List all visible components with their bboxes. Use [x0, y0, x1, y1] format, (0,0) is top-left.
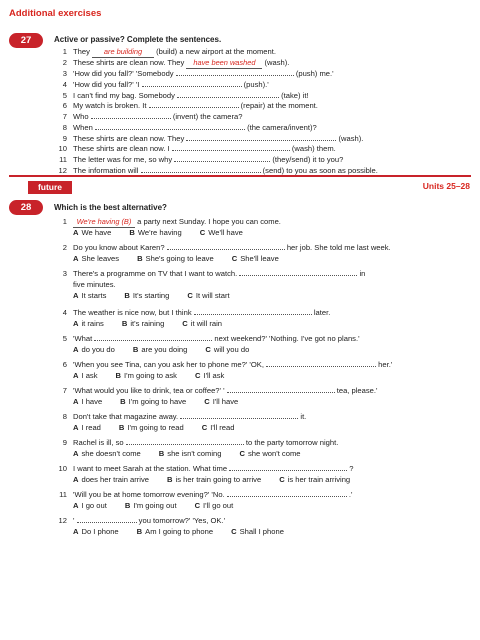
answer-options	[54, 318, 474, 329]
stem-text-before: There's a programme on TV that I want to watch.	[73, 269, 240, 278]
option-letter: A	[73, 501, 79, 510]
item-text-after: (push).'	[241, 80, 269, 90]
item-text-before: 'How did you fall?' 'I	[73, 80, 142, 90]
answer-blank[interactable]	[142, 79, 242, 87]
answer-option[interactable]	[73, 291, 106, 300]
option-text: I go out	[81, 501, 107, 510]
stem-text-before: The weather is nice now, but I think	[73, 308, 194, 317]
option-letter: C	[199, 228, 206, 237]
item-number: 7	[62, 112, 67, 122]
option-letter: B	[158, 449, 165, 458]
option-text: are you doing	[141, 345, 188, 354]
stem-text-after: later.	[311, 308, 331, 317]
option-text: She leaves	[81, 254, 120, 263]
answer-blank[interactable]	[227, 489, 347, 497]
option-text: she won't come	[247, 449, 301, 458]
answer-blank[interactable]	[149, 100, 239, 108]
item-number: 11	[59, 154, 67, 164]
exercise-28-item	[54, 463, 474, 485]
answer-option[interactable]	[73, 449, 141, 458]
option-text: I ask	[81, 371, 98, 380]
item-text-before: 'How did you fall?' 'Somebody	[73, 69, 176, 79]
item-number: 10	[58, 144, 67, 154]
exercise-27-item	[54, 111, 474, 122]
answer-options	[54, 396, 474, 407]
answer-blank[interactable]	[239, 268, 357, 276]
answer-option[interactable]	[73, 228, 111, 237]
item-number: 12	[58, 516, 67, 525]
question-stem	[54, 268, 474, 279]
answer-options	[54, 344, 474, 355]
option-letter: B	[132, 345, 139, 354]
exercise-28-instruction: Which is the best alternative?	[54, 203, 167, 212]
answer-blank[interactable]	[95, 122, 245, 130]
option-text: It's starting	[132, 291, 170, 300]
answer-option[interactable]	[159, 449, 222, 458]
answer-option[interactable]	[73, 475, 149, 484]
answer-option[interactable]	[231, 527, 284, 536]
answer-option[interactable]	[120, 397, 186, 406]
answer-blank[interactable]	[77, 515, 137, 523]
option-letter: B	[129, 228, 135, 237]
item-number: 2	[62, 243, 67, 252]
option-text: I'm going to read	[127, 423, 184, 432]
item-number: 12	[58, 165, 67, 175]
option-letter: A	[73, 527, 79, 536]
item-number: 6	[62, 360, 67, 369]
answer-blank-filled[interactable]: are building	[92, 49, 154, 58]
item-text-before: These shirts are clean now. They	[73, 57, 187, 67]
section-divider	[9, 175, 471, 177]
answer-options	[54, 370, 474, 381]
option-text: We're having	[137, 228, 182, 237]
option-text: She's going to leave	[145, 254, 214, 263]
exercise-27-list	[54, 47, 474, 175]
question-stem	[54, 359, 474, 370]
exercise-28-item	[54, 268, 474, 301]
item-number: 4	[62, 308, 67, 317]
item-text-before: The letter was for me, so why	[73, 154, 175, 164]
item-text-after: (push) me.'	[293, 69, 334, 79]
answer-option[interactable]	[239, 449, 300, 458]
answer-blank[interactable]	[91, 111, 171, 119]
exercise-28-item	[54, 333, 474, 355]
option-text: do you do	[81, 345, 115, 354]
answer-option[interactable]	[137, 254, 214, 263]
item-text-after: (wash) them.	[289, 144, 336, 154]
answer-blank[interactable]	[266, 359, 376, 367]
option-text: I'm going to ask	[124, 371, 177, 380]
item-text-before: These shirts are clean now. They	[73, 133, 187, 143]
option-text: I'll read	[210, 423, 235, 432]
option-letter: C	[194, 501, 201, 510]
option-letter: A	[73, 291, 79, 300]
answer-option[interactable]	[195, 371, 224, 380]
answer-blank[interactable]	[186, 133, 336, 141]
stem-text-before: Don't take that magazine away.	[73, 412, 181, 421]
item-number: 11	[59, 490, 67, 499]
answer-option[interactable]	[200, 228, 243, 237]
item-number: 8	[62, 122, 67, 132]
option-text: It will start	[195, 291, 230, 300]
item-text-before: Who	[73, 112, 91, 122]
answer-blank[interactable]	[180, 411, 298, 419]
answer-blank[interactable]	[229, 463, 347, 471]
exercise-27-badge: 27	[9, 33, 43, 48]
option-letter: B	[120, 397, 126, 406]
question-stem	[54, 242, 474, 253]
question-stem-continued: five minutes.	[73, 280, 116, 289]
option-letter: A	[73, 254, 79, 263]
stem-text-after: a party next Sunday. I hope you can come.	[135, 217, 281, 226]
answer-option[interactable]	[129, 228, 181, 237]
item-text-after: (send) to you as soon as possible.	[260, 165, 378, 175]
option-letter: B	[167, 475, 173, 484]
option-letter: C	[231, 527, 237, 536]
option-text: she doesn't come	[81, 449, 141, 458]
answer-option[interactable]	[124, 291, 169, 300]
option-letter: A	[73, 397, 79, 406]
option-letter: C	[187, 291, 193, 300]
exercise-27-instruction: Active or passive? Complete the sentences.	[54, 35, 222, 44]
option-text: I'm going out	[133, 501, 177, 510]
item-number: 3	[62, 269, 67, 278]
option-text: We'll have	[208, 228, 243, 237]
answer-option[interactable]	[73, 371, 98, 380]
option-text: Shall I phone	[239, 527, 284, 536]
item-text-after: (they/send) it to you?	[270, 154, 344, 164]
stem-text-before: I want to meet Sarah at the station. What time	[73, 464, 230, 473]
answer-option[interactable]	[125, 501, 177, 510]
option-letter: B	[121, 319, 128, 328]
section-tab-future: future	[28, 181, 72, 194]
exercise-27-item	[54, 154, 474, 165]
stem-text-before: 'When you see Tina, can you ask her to phone me?' 'OK,	[73, 360, 267, 369]
stem-text-after: her.'	[376, 360, 393, 369]
exercise-28-item	[54, 437, 474, 459]
exercise-28-item	[54, 242, 474, 264]
stem-text-before: 'What	[73, 334, 95, 343]
answer-option[interactable]	[73, 423, 101, 432]
option-text: she isn't coming	[167, 449, 222, 458]
option-letter: A	[73, 371, 79, 380]
exercise-28-item	[54, 515, 474, 537]
option-text: I have	[81, 397, 103, 406]
item-text-after: (invent) the camera?	[170, 112, 243, 122]
answer-option[interactable]	[122, 319, 164, 328]
item-text-after: (wash).	[262, 57, 290, 67]
exercise-28-item	[54, 489, 474, 511]
option-text: it rains	[81, 319, 104, 328]
answer-blank[interactable]	[167, 242, 285, 250]
answer-options	[54, 500, 474, 511]
item-number: 7	[62, 386, 67, 395]
units-reference: Units 25–28	[422, 181, 470, 191]
exercise-27-item	[54, 90, 474, 101]
question-stem	[54, 307, 474, 318]
option-text: it will rain	[190, 319, 223, 328]
item-text-after: (repair) at the moment.	[238, 101, 318, 111]
answer-option[interactable]	[73, 254, 119, 263]
answer-option[interactable]	[73, 397, 102, 406]
answer-option[interactable]	[182, 319, 222, 328]
answer-option[interactable]	[187, 291, 229, 300]
option-text: I'll ask	[203, 371, 225, 380]
stem-text-before: '	[73, 516, 77, 525]
item-text-before: The information will	[73, 165, 141, 175]
answer-options	[54, 448, 474, 459]
answer-options	[54, 253, 474, 264]
question-stem	[54, 489, 474, 500]
option-letter: B	[124, 501, 131, 510]
answer-option[interactable]	[137, 527, 213, 536]
option-text: I'm going to have	[128, 397, 187, 406]
answer-blank[interactable]	[141, 165, 261, 173]
stem-text-before: Rachel is ill, so	[73, 438, 126, 447]
item-text-before: My watch is broken. It	[73, 101, 149, 111]
item-text-before: I can't find my bag. Somebody	[73, 90, 178, 100]
exercise-27-item	[54, 79, 474, 90]
answer-options	[54, 422, 474, 433]
item-number: 8	[62, 412, 67, 421]
option-letter: C	[205, 345, 211, 354]
answer-option[interactable]	[205, 345, 249, 354]
answer-blank-filled[interactable]: have been washed	[186, 60, 262, 69]
item-number: 3	[62, 69, 67, 79]
question-stem	[54, 411, 474, 422]
question-stem	[54, 463, 474, 474]
option-letter: B	[115, 371, 122, 380]
item-text-after: (the camera/invent)?	[244, 122, 317, 132]
stem-text-before: Do you know about Karen?	[73, 243, 167, 252]
option-letter: B	[118, 423, 125, 432]
exercise-28-item	[54, 411, 474, 433]
answer-options	[54, 290, 474, 301]
option-letter: C	[231, 254, 238, 263]
item-number: 2	[62, 57, 67, 67]
exercise-28-item	[54, 216, 474, 238]
item-text-before: When	[73, 122, 95, 132]
stem-text-after: you tomorrow?' 'Yes, OK.'	[136, 516, 226, 525]
item-number: 9	[62, 438, 67, 447]
option-text: is her train going to arrive	[175, 475, 262, 484]
exercise-27-item	[54, 122, 474, 133]
answer-option[interactable]	[73, 319, 104, 328]
option-letter: C	[204, 397, 210, 406]
stem-text-before: 'What would you like to drink, tea or coffee?' '	[73, 386, 227, 395]
item-number: 5	[62, 90, 67, 100]
item-text-after: (take) it!	[279, 90, 309, 100]
item-number: 4	[62, 80, 67, 90]
option-letter: A	[73, 319, 79, 328]
exercise-27-item	[54, 47, 474, 58]
item-number: 6	[62, 101, 67, 111]
question-stem	[54, 216, 474, 227]
stem-text-after: it.	[298, 412, 307, 421]
exercise-28-item	[54, 385, 474, 407]
answer-blank[interactable]	[176, 68, 294, 76]
answer-blank[interactable]	[94, 333, 212, 341]
question-stem	[54, 333, 474, 344]
answer-options	[54, 474, 474, 485]
option-letter: C	[239, 449, 245, 458]
answer-option[interactable]	[133, 345, 188, 354]
answer-blank[interactable]	[227, 385, 335, 393]
option-letter: C	[182, 319, 188, 328]
option-letter: B	[137, 254, 143, 263]
question-stem	[54, 437, 474, 448]
answer-blank[interactable]	[126, 437, 244, 445]
answer-option[interactable]	[167, 475, 261, 484]
option-letter: C	[194, 371, 201, 380]
answer-option[interactable]	[279, 475, 350, 484]
option-letter: A	[73, 475, 79, 484]
item-number: 5	[62, 334, 67, 343]
stem-text-after: .'	[346, 490, 353, 499]
stem-text-after: her job. She told me last week.	[284, 243, 391, 252]
answer-blank[interactable]	[194, 307, 312, 315]
item-text-after: (build) a new airport at the moment.	[154, 47, 276, 56]
item-text-before: These shirts are clean now. I	[73, 144, 172, 154]
option-text: I'll have	[212, 397, 239, 406]
answer-blank[interactable]	[172, 143, 290, 151]
answer-blank[interactable]	[177, 90, 279, 98]
option-text: It starts	[81, 291, 107, 300]
stem-text-after: ?	[347, 464, 354, 473]
answer-option[interactable]	[204, 397, 238, 406]
page-header-title: Additional exercises	[9, 8, 102, 19]
answer-option[interactable]	[202, 423, 235, 432]
option-text: I'll go out	[203, 501, 234, 510]
option-text: is her train arriving	[287, 475, 351, 484]
stem-text-before: 'Will you be at home tomorrow evening?' 'No.	[73, 490, 227, 499]
answer-blank-filled[interactable]: We're having (B)	[73, 219, 135, 228]
answer-option[interactable]	[195, 501, 234, 510]
option-letter: B	[136, 527, 143, 536]
answer-option[interactable]	[73, 345, 115, 354]
exercise-27-item	[54, 143, 474, 154]
option-text: Am I going to phone	[145, 527, 214, 536]
exercise-27-item	[54, 68, 474, 79]
answer-option[interactable]	[232, 254, 279, 263]
option-text: She'll leave	[240, 254, 279, 263]
exercise-27-item	[54, 58, 474, 69]
answer-option[interactable]	[119, 423, 184, 432]
answer-option[interactable]	[73, 501, 107, 510]
option-letter: A	[73, 228, 79, 237]
option-letter: B	[124, 291, 130, 300]
exercise-28-item	[54, 359, 474, 381]
option-letter: A	[73, 423, 79, 432]
option-text: Do I phone	[81, 527, 119, 536]
answer-options	[54, 227, 474, 238]
option-text: will you do	[213, 345, 250, 354]
item-number: 1	[62, 47, 67, 56]
option-text: it's raining	[130, 319, 165, 328]
answer-option[interactable]	[116, 371, 177, 380]
stem-text-after: in	[357, 269, 366, 278]
option-text: We have	[81, 228, 112, 237]
answer-blank[interactable]	[174, 154, 270, 162]
stem-text-after: tea, please.'	[334, 386, 378, 395]
item-text-before: They	[73, 47, 92, 56]
item-number: 9	[62, 133, 67, 143]
answer-options	[54, 526, 474, 537]
option-letter: A	[73, 345, 79, 354]
exercise-28-badge: 28	[9, 200, 43, 215]
exercise-27-item	[54, 165, 474, 176]
stem-text-after: to the party tomorrow night.	[243, 438, 339, 447]
option-letter: A	[73, 449, 79, 458]
exercise-27-item	[54, 133, 474, 144]
option-letter: C	[279, 475, 285, 484]
question-stem	[54, 515, 474, 526]
item-number: 10	[58, 464, 67, 473]
question-stem	[54, 385, 474, 396]
item-number: 1	[62, 217, 67, 226]
option-text: I read	[81, 423, 101, 432]
stem-text-after: next weekend?' 'Nothing. I've got no plans.'	[212, 334, 360, 343]
answer-option[interactable]	[73, 527, 119, 536]
option-letter: C	[201, 423, 208, 432]
option-text: does her train arrive	[81, 475, 150, 484]
exercise-28-item	[54, 307, 474, 329]
exercise-27-item	[54, 100, 474, 111]
item-text-after: (wash).	[336, 133, 364, 143]
